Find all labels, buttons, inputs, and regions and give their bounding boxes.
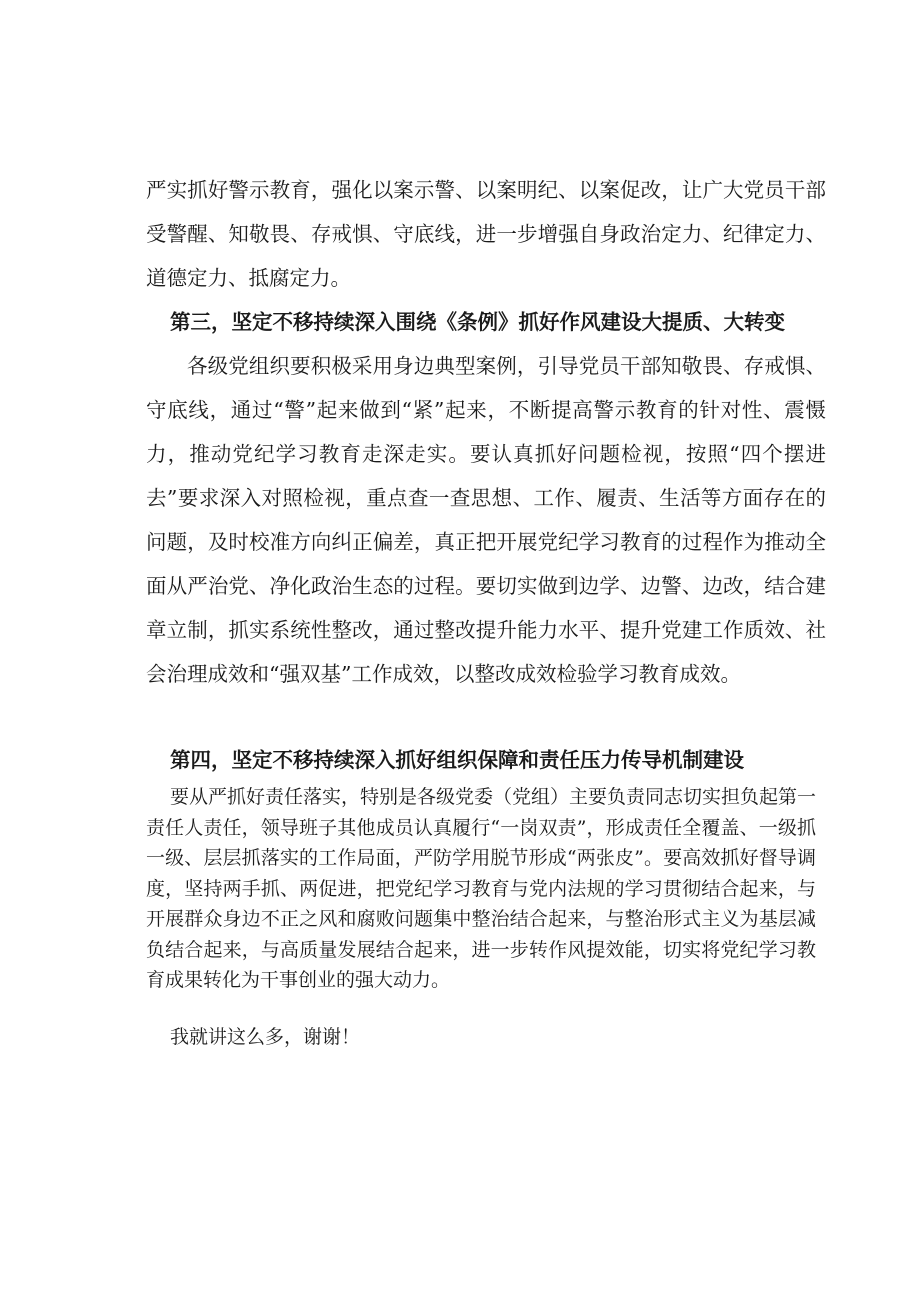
section-heading-four: 第四，坚定不移持续深入抓好组织保障和责任压力传导机制建设 <box>170 748 744 772</box>
paragraph-intro: 严实抓好警示教育，强化以案示警、以案明纪、以案促改，让广大党员干部受警醒、知敬畏、存戒惧、守底线，进一步增强自身政治定力、纪律定力、道德定力、抵腐定力。 <box>146 178 826 290</box>
paragraph-three: 各级党组织要积极采用身边典型案例，引导党员干部知敬畏、存戒惧、守底线，通过“警”起来做到“紧”起来，不断提高警示教育的针对性、震慑力，推动党纪学习教育走深走实。要认真抓好问题检视，按照“四个摆进去”要求深入对照检视，重点查一查思想、工作、履责、生活等方面存在的问题，及时校准方向纠正偏差，真正把开展党纪学习教育的过程作为推动全面从严治党、净化政治生态的过程。要切实做到边学、边警、边改，结合建章立制，抓实系统性整改，通过整改提升能力水平、提升党建工作质效、社会治理成效和“强双基”工作成效，以整改成效检验学习教育成效。 <box>146 354 826 686</box>
paragraph-four: 要从严抓好责任落实，特别是各级党委（党组）主要负责同志切实担负起第一责任人责任，领导班子其他成员认真履行“一岗双责”，形成责任全覆盖、一级抓一级、层层抓落实的工作局面，严防学用脱节形成“两张皮”。要高效抓好督导调度，坚持两手抓、两促进，把党纪学习教育与党内法规的学习贯彻结合起来，与开展群众身边不正之风和腐败问题集中整治结合起来，与整治形式主义为基层减负结合起来，与高质量发展结合起来，进一步转作风提效能，切实将党纪学习教育成果转化为干事创业的强大动力。 <box>146 786 817 991</box>
section-heading-three: 第三，坚定不移持续深入围绕《条例》抓好作风建设大提质、大转变 <box>170 310 785 334</box>
closing-remark: 我就讲这么多，谢谢！ <box>170 1026 361 1048</box>
